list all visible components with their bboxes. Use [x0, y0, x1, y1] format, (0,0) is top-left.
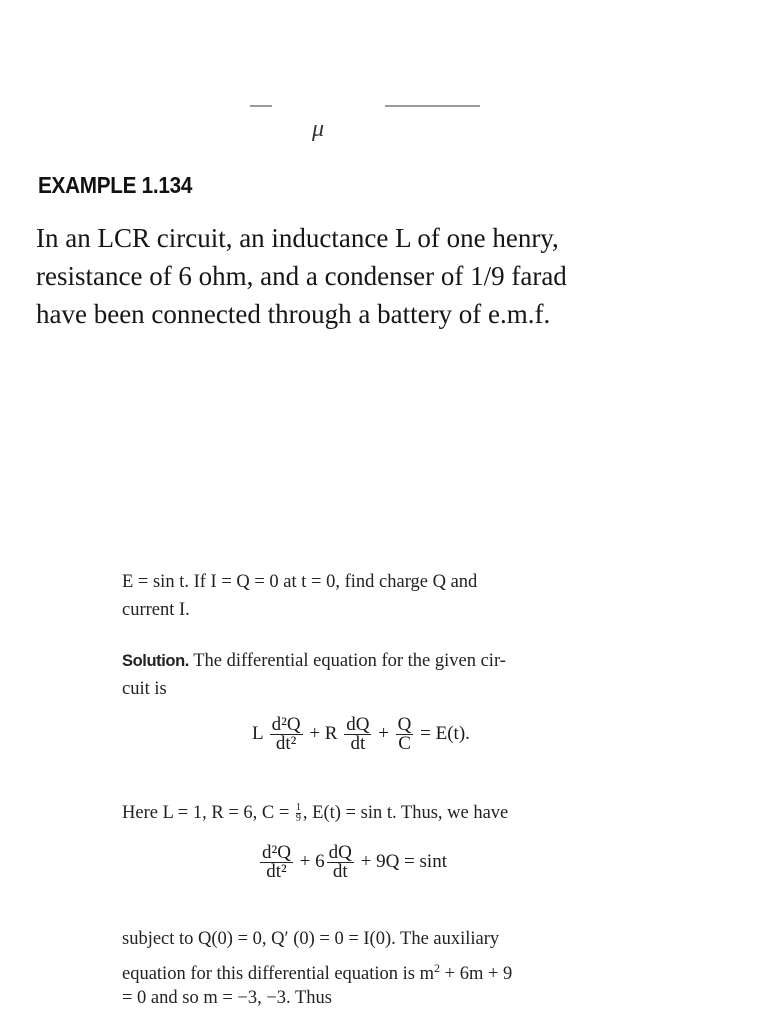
c-fraction: $\frac{1}{9}$ — [295, 802, 301, 825]
statement-line-1: In an LCR circuit, an inductance L of one henry, — [36, 223, 559, 253]
statement-line-2: resistance of 6 ohm, and a condenser of 1/9 farad — [36, 261, 567, 291]
eq1-rhs: = E(t). — [420, 722, 470, 744]
eq2-rhs: + 9Q = sint — [360, 850, 447, 872]
here-prefix: Here L = 1, R = 6, C = — [122, 803, 294, 823]
continuation-line-1: E = sin t. If I = Q = 0 at t = 0, find charge Q and — [122, 572, 478, 592]
eq1-frac-qc: $\frac{Q}{C}$ — [397, 714, 412, 754]
example-heading: EXAMPLE 1.134 — [38, 172, 193, 198]
solution-label: Solution. — [122, 652, 189, 670]
final-line: = 0 and so m = −3, −3. Thus — [122, 988, 332, 1008]
eq2-frac-dq: $\frac{dQ}{dt}$ — [328, 842, 352, 882]
continuation-line-2: current I. — [122, 600, 190, 620]
faint-rule-right — [385, 105, 480, 107]
aux-line — [122, 955, 512, 987]
here-line — [122, 800, 508, 826]
equation-lcr — [252, 716, 470, 753]
solution-text-2: cuit is — [122, 679, 167, 699]
here-suffix: , E(t) = sin t. Thus, we have — [302, 803, 509, 823]
aux-prefix: equation for this differential equation is m — [122, 964, 435, 985]
equation-second-order — [258, 844, 447, 881]
aux-exponent: 2 — [434, 961, 441, 975]
eq1-L: L — [252, 722, 263, 744]
faint-rule-left — [250, 105, 272, 107]
eq2-frac-d2q: $\frac{\text{d²Q}}{\text{dt²}}$ — [262, 842, 291, 882]
mu-symbol: μ — [312, 116, 325, 142]
solution-text-1: The differential equation for the given cir- — [188, 651, 506, 671]
solution-paragraph — [122, 648, 506, 674]
eq1-frac-d2q: $\frac{\text{d²Q}}{\text{dt²}}$ — [271, 714, 301, 754]
subject-line: subject to Q(0) = 0, Q′ (0) = 0 = I(0). The auxiliary — [122, 929, 500, 949]
eq1-plus: + — [378, 722, 389, 744]
aux-suffix: + 6m + 9 — [440, 964, 513, 985]
statement-line-3: have been connected through a battery of e.m.f. — [36, 299, 551, 329]
eq1-frac-dq: $\frac{dQ}{dt}$ — [346, 714, 370, 754]
eq2-mid: + 6 — [299, 850, 325, 872]
eq1-R: + R — [309, 722, 338, 744]
